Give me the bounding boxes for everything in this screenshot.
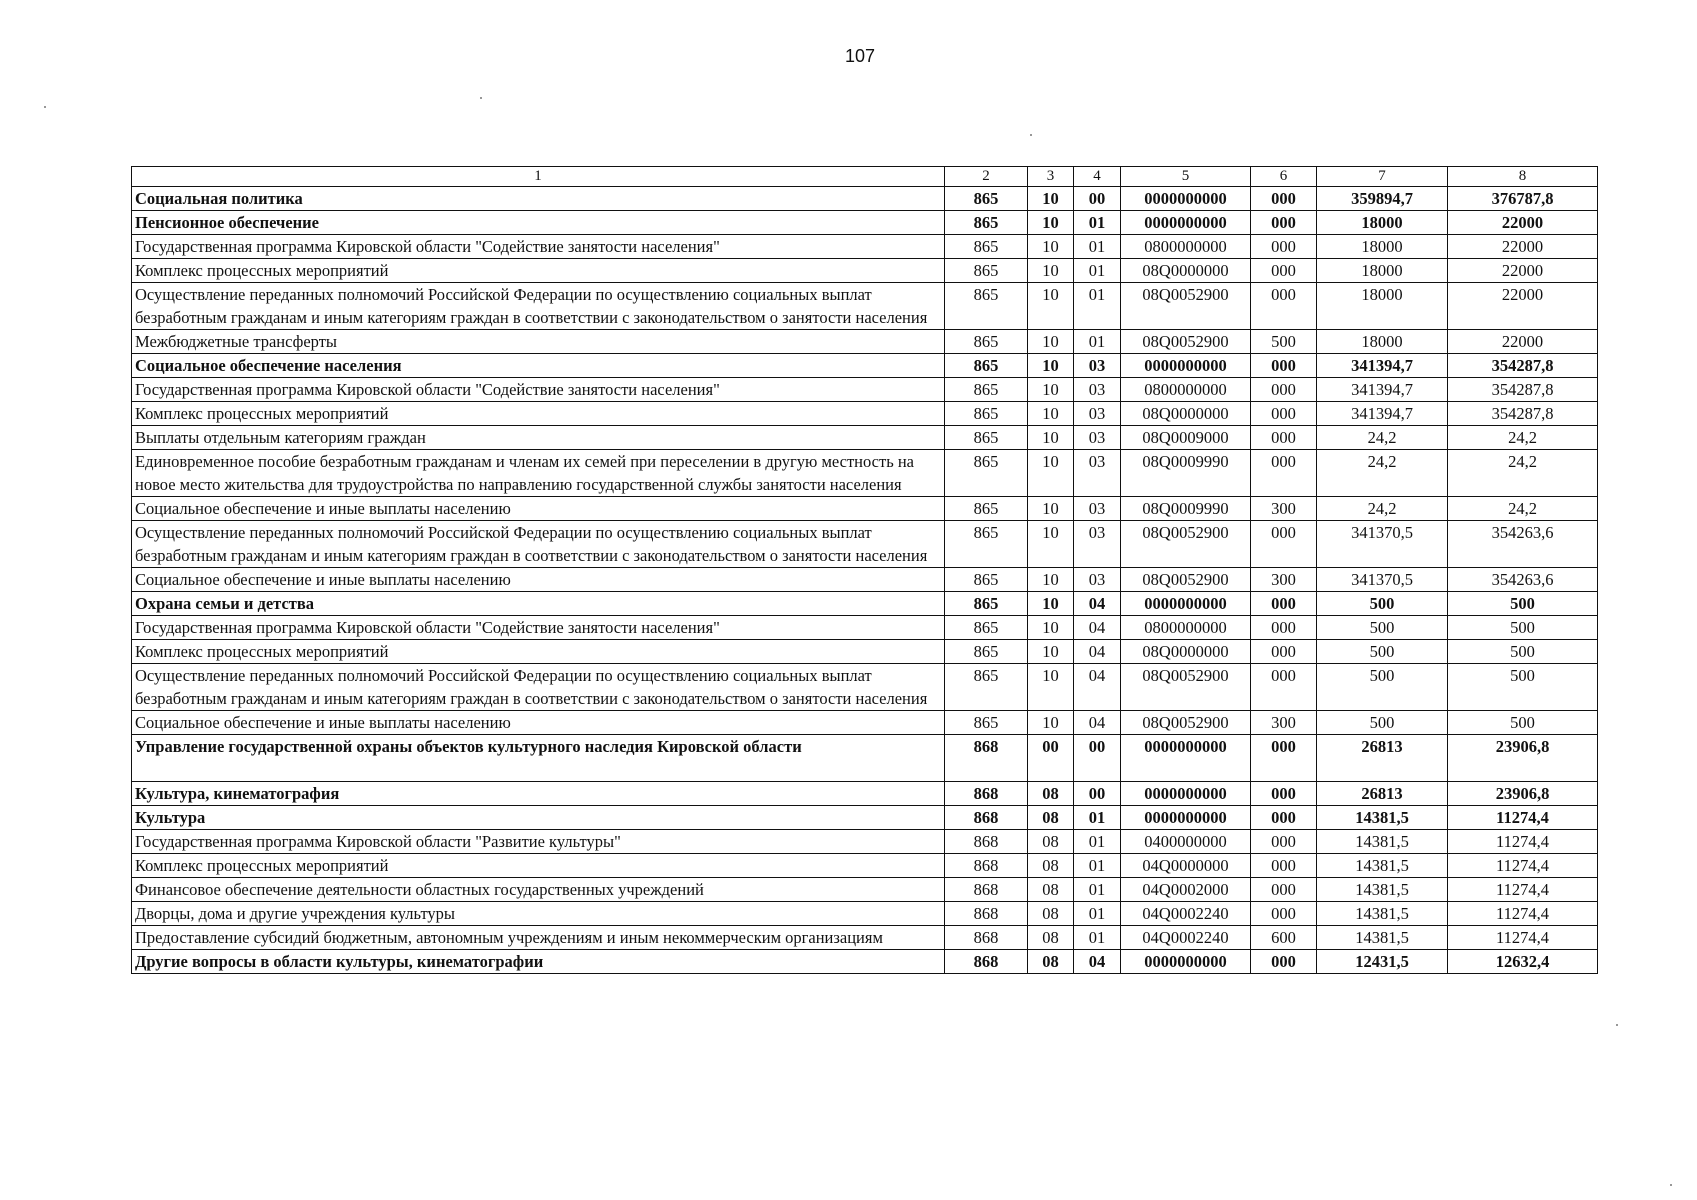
row-name-cell: Межбюджетные трансферты <box>132 330 945 354</box>
section-cell: 10 <box>1028 711 1074 735</box>
amount-year1-cell: 26813 <box>1317 735 1448 782</box>
amount-year2-cell: 11274,4 <box>1448 878 1598 902</box>
amount-year2-cell: 11274,4 <box>1448 902 1598 926</box>
amount-year1-cell: 500 <box>1317 592 1448 616</box>
subsection-cell: 01 <box>1074 854 1121 878</box>
column-header: 1 <box>132 167 945 187</box>
amount-year1-cell: 341394,7 <box>1317 402 1448 426</box>
code-cell: 868 <box>945 926 1028 950</box>
expense-type-cell: 000 <box>1251 640 1317 664</box>
table-row <box>132 283 1598 330</box>
code-cell: 865 <box>945 330 1028 354</box>
code-cell: 865 <box>945 259 1028 283</box>
code-cell: 865 <box>945 426 1028 450</box>
section-cell: 10 <box>1028 640 1074 664</box>
subsection-cell: 03 <box>1074 521 1121 568</box>
amount-year1-cell: 18000 <box>1317 259 1448 283</box>
table-row <box>132 926 1598 950</box>
amount-year2-cell: 376787,8 <box>1448 187 1598 211</box>
amount-year2-cell: 22000 <box>1448 211 1598 235</box>
subsection-cell: 03 <box>1074 378 1121 402</box>
subsection-cell: 00 <box>1074 187 1121 211</box>
page-number: 107 <box>844 46 876 66</box>
amount-year1-cell: 500 <box>1317 640 1448 664</box>
row-name-cell: Государственная программа Кировской области "Содействие занятости населения" <box>132 235 945 259</box>
target-code-cell: 08Q0052900 <box>1121 568 1251 592</box>
table-row <box>132 497 1598 521</box>
column-header: 4 <box>1074 167 1121 187</box>
expense-type-cell: 300 <box>1251 568 1317 592</box>
subsection-cell: 03 <box>1074 354 1121 378</box>
row-name-cell: Комплекс процессных мероприятий <box>132 259 945 283</box>
amount-year2-cell: 22000 <box>1448 259 1598 283</box>
target-code-cell: 08Q0052900 <box>1121 330 1251 354</box>
amount-year2-cell: 354287,8 <box>1448 402 1598 426</box>
amount-year1-cell: 18000 <box>1317 211 1448 235</box>
section-cell: 10 <box>1028 426 1074 450</box>
amount-year1-cell: 26813 <box>1317 782 1448 806</box>
row-name-cell: Комплекс процессных мероприятий <box>132 402 945 426</box>
table-row <box>132 235 1598 259</box>
subsection-cell: 03 <box>1074 402 1121 426</box>
row-name-cell: Комплекс процессных мероприятий <box>132 854 945 878</box>
target-code-cell: 0000000000 <box>1121 187 1251 211</box>
row-name-cell: Культура <box>132 806 945 830</box>
subsection-cell: 01 <box>1074 330 1121 354</box>
target-code-cell: 08Q0009990 <box>1121 450 1251 497</box>
amount-year1-cell: 18000 <box>1317 330 1448 354</box>
amount-year2-cell: 24,2 <box>1448 450 1598 497</box>
section-cell: 10 <box>1028 568 1074 592</box>
amount-year2-cell: 354263,6 <box>1448 568 1598 592</box>
subsection-cell: 01 <box>1074 926 1121 950</box>
expense-type-cell: 000 <box>1251 211 1317 235</box>
table-row <box>132 402 1598 426</box>
subsection-cell: 01 <box>1074 283 1121 330</box>
target-code-cell: 08Q0009990 <box>1121 497 1251 521</box>
row-name-cell: Социальное обеспечение и иные выплаты населению <box>132 497 945 521</box>
table-row <box>132 640 1598 664</box>
row-name-cell: Государственная программа Кировской области "Развитие культуры" <box>132 830 945 854</box>
column-header: 8 <box>1448 167 1598 187</box>
amount-year2-cell: 11274,4 <box>1448 806 1598 830</box>
table-row <box>132 854 1598 878</box>
expense-type-cell: 000 <box>1251 782 1317 806</box>
amount-year2-cell: 22000 <box>1448 283 1598 330</box>
amount-year1-cell: 14381,5 <box>1317 830 1448 854</box>
table-row <box>132 830 1598 854</box>
code-cell: 865 <box>945 521 1028 568</box>
amount-year1-cell: 14381,5 <box>1317 926 1448 950</box>
section-cell: 10 <box>1028 450 1074 497</box>
target-code-cell: 0800000000 <box>1121 378 1251 402</box>
amount-year1-cell: 500 <box>1317 664 1448 711</box>
table-row <box>132 735 1598 782</box>
row-name-cell: Государственная программа Кировской области "Содействие занятости населения" <box>132 378 945 402</box>
code-cell: 865 <box>945 711 1028 735</box>
subsection-cell: 03 <box>1074 568 1121 592</box>
section-cell: 08 <box>1028 950 1074 974</box>
amount-year1-cell: 24,2 <box>1317 450 1448 497</box>
amount-year1-cell: 500 <box>1317 616 1448 640</box>
code-cell: 865 <box>945 235 1028 259</box>
expense-type-cell: 000 <box>1251 354 1317 378</box>
amount-year2-cell: 11274,4 <box>1448 926 1598 950</box>
amount-year2-cell: 354263,6 <box>1448 521 1598 568</box>
column-header: 6 <box>1251 167 1317 187</box>
column-header: 5 <box>1121 167 1251 187</box>
row-name-cell: Культура, кинематография <box>132 782 945 806</box>
amount-year2-cell: 500 <box>1448 664 1598 711</box>
amount-year2-cell: 24,2 <box>1448 426 1598 450</box>
target-code-cell: 0000000000 <box>1121 782 1251 806</box>
code-cell: 865 <box>945 354 1028 378</box>
section-cell: 10 <box>1028 259 1074 283</box>
code-cell: 868 <box>945 782 1028 806</box>
section-cell: 10 <box>1028 378 1074 402</box>
amount-year1-cell: 14381,5 <box>1317 902 1448 926</box>
expense-type-cell: 000 <box>1251 830 1317 854</box>
code-cell: 865 <box>945 402 1028 426</box>
amount-year1-cell: 341370,5 <box>1317 521 1448 568</box>
expense-type-cell: 000 <box>1251 235 1317 259</box>
row-name-cell: Осуществление переданных полномочий Российской Федерации по осуществлению социальных выплат безработным гражданам и иным категориям граждан в соответствии с законодательством о занятости населения <box>132 283 945 330</box>
table-row <box>132 521 1598 568</box>
subsection-cell: 00 <box>1074 782 1121 806</box>
amount-year2-cell: 11274,4 <box>1448 830 1598 854</box>
subsection-cell: 01 <box>1074 806 1121 830</box>
expense-type-cell: 000 <box>1251 187 1317 211</box>
code-cell: 865 <box>945 568 1028 592</box>
row-name-cell: Выплаты отдельным категориям граждан <box>132 426 945 450</box>
target-code-cell: 0000000000 <box>1121 950 1251 974</box>
expense-type-cell: 000 <box>1251 402 1317 426</box>
expense-type-cell: 000 <box>1251 592 1317 616</box>
section-cell: 10 <box>1028 211 1074 235</box>
code-cell: 868 <box>945 735 1028 782</box>
section-cell: 10 <box>1028 592 1074 616</box>
amount-year2-cell: 354287,8 <box>1448 378 1598 402</box>
section-cell: 08 <box>1028 806 1074 830</box>
subsection-cell: 01 <box>1074 211 1121 235</box>
section-cell: 10 <box>1028 235 1074 259</box>
amount-year2-cell: 23906,8 <box>1448 735 1598 782</box>
table-row <box>132 187 1598 211</box>
amount-year2-cell: 12632,4 <box>1448 950 1598 974</box>
target-code-cell: 0800000000 <box>1121 235 1251 259</box>
code-cell: 868 <box>945 806 1028 830</box>
table-row <box>132 378 1598 402</box>
column-header: 7 <box>1317 167 1448 187</box>
row-name-cell: Пенсионное обеспечение <box>132 211 945 235</box>
section-cell: 08 <box>1028 902 1074 926</box>
expense-type-cell: 000 <box>1251 616 1317 640</box>
code-cell: 865 <box>945 664 1028 711</box>
expense-type-cell: 300 <box>1251 497 1317 521</box>
table-header-row <box>132 167 1598 187</box>
expense-type-cell: 000 <box>1251 735 1317 782</box>
amount-year2-cell: 354287,8 <box>1448 354 1598 378</box>
table-row <box>132 878 1598 902</box>
table-row <box>132 664 1598 711</box>
amount-year1-cell: 18000 <box>1317 235 1448 259</box>
code-cell: 865 <box>945 187 1028 211</box>
row-name-cell: Управление государственной охраны объектов культурного наследия Кировской области <box>132 735 945 782</box>
amount-year1-cell: 14381,5 <box>1317 806 1448 830</box>
section-cell: 08 <box>1028 854 1074 878</box>
target-code-cell: 0000000000 <box>1121 735 1251 782</box>
column-header: 3 <box>1028 167 1074 187</box>
row-name-cell: Осуществление переданных полномочий Российской Федерации по осуществлению социальных выплат безработным гражданам и иным категориям граждан в соответствии с законодательством о занятости населения <box>132 521 945 568</box>
target-code-cell: 0000000000 <box>1121 211 1251 235</box>
row-name-cell: Государственная программа Кировской области "Содействие занятости населения" <box>132 616 945 640</box>
table-row <box>132 592 1598 616</box>
subsection-cell: 04 <box>1074 950 1121 974</box>
row-name-cell: Осуществление переданных полномочий Российской Федерации по осуществлению социальных выплат безработным гражданам и иным категориям граждан в соответствии с законодательством о занятости населения <box>132 664 945 711</box>
code-cell: 868 <box>945 854 1028 878</box>
row-name-cell: Дворцы, дома и другие учреждения культуры <box>132 902 945 926</box>
table-row <box>132 354 1598 378</box>
row-name-cell: Охрана семьи и детства <box>132 592 945 616</box>
target-code-cell: 08Q0052900 <box>1121 521 1251 568</box>
target-code-cell: 0000000000 <box>1121 354 1251 378</box>
table-row <box>132 616 1598 640</box>
target-code-cell: 08Q0052900 <box>1121 283 1251 330</box>
row-name-cell: Другие вопросы в области культуры, кинематографии <box>132 950 945 974</box>
subsection-cell: 01 <box>1074 259 1121 283</box>
expense-type-cell: 000 <box>1251 283 1317 330</box>
row-name-cell: Социальное обеспечение и иные выплаты населению <box>132 711 945 735</box>
amount-year1-cell: 341370,5 <box>1317 568 1448 592</box>
target-code-cell: 08Q0000000 <box>1121 259 1251 283</box>
table-row <box>132 782 1598 806</box>
expense-type-cell: 000 <box>1251 521 1317 568</box>
subsection-cell: 03 <box>1074 426 1121 450</box>
row-name-cell: Социальная политика <box>132 187 945 211</box>
amount-year1-cell: 14381,5 <box>1317 878 1448 902</box>
target-code-cell: 0800000000 <box>1121 616 1251 640</box>
section-cell: 10 <box>1028 521 1074 568</box>
code-cell: 865 <box>945 211 1028 235</box>
row-name-cell: Финансовое обеспечение деятельности областных государственных учреждений <box>132 878 945 902</box>
section-cell: 08 <box>1028 830 1074 854</box>
table-row <box>132 259 1598 283</box>
subsection-cell: 04 <box>1074 616 1121 640</box>
target-code-cell: 08Q0000000 <box>1121 402 1251 426</box>
section-cell: 10 <box>1028 187 1074 211</box>
code-cell: 865 <box>945 378 1028 402</box>
amount-year1-cell: 341394,7 <box>1317 378 1448 402</box>
table-row <box>132 806 1598 830</box>
amount-year1-cell: 14381,5 <box>1317 854 1448 878</box>
section-cell: 10 <box>1028 497 1074 521</box>
amount-year1-cell: 18000 <box>1317 283 1448 330</box>
target-code-cell: 04Q0002240 <box>1121 902 1251 926</box>
subsection-cell: 03 <box>1074 497 1121 521</box>
row-name-cell: Предоставление субсидий бюджетным, автономным учреждениям и иным некоммерческим организациям <box>132 926 945 950</box>
section-cell: 10 <box>1028 330 1074 354</box>
subsection-cell: 04 <box>1074 664 1121 711</box>
table-row <box>132 568 1598 592</box>
section-cell: 00 <box>1028 735 1074 782</box>
code-cell: 868 <box>945 878 1028 902</box>
table-row <box>132 330 1598 354</box>
table-row <box>132 950 1598 974</box>
code-cell: 865 <box>945 450 1028 497</box>
amount-year1-cell: 24,2 <box>1317 426 1448 450</box>
code-cell: 868 <box>945 902 1028 926</box>
amount-year1-cell: 12431,5 <box>1317 950 1448 974</box>
amount-year2-cell: 500 <box>1448 592 1598 616</box>
row-name-cell: Комплекс процессных мероприятий <box>132 640 945 664</box>
target-code-cell: 08Q0052900 <box>1121 711 1251 735</box>
budget-table <box>131 166 1598 974</box>
amount-year1-cell: 341394,7 <box>1317 354 1448 378</box>
expense-type-cell: 000 <box>1251 806 1317 830</box>
code-cell: 868 <box>945 830 1028 854</box>
section-cell: 10 <box>1028 616 1074 640</box>
expense-type-cell: 000 <box>1251 854 1317 878</box>
target-code-cell: 04Q0002000 <box>1121 878 1251 902</box>
table-body <box>132 167 1598 974</box>
amount-year2-cell: 500 <box>1448 640 1598 664</box>
amount-year1-cell: 359894,7 <box>1317 187 1448 211</box>
target-code-cell: 08Q0052900 <box>1121 664 1251 711</box>
subsection-cell: 00 <box>1074 735 1121 782</box>
subsection-cell: 04 <box>1074 711 1121 735</box>
table-row <box>132 426 1598 450</box>
target-code-cell: 0000000000 <box>1121 592 1251 616</box>
amount-year2-cell: 22000 <box>1448 330 1598 354</box>
row-name-cell: Единовременное пособие безработным гражданам и членам их семей при переселении в другую местность на новое место жительства для трудоустройства по направлению государственной службы занятости населения <box>132 450 945 497</box>
table-row <box>132 902 1598 926</box>
expense-type-cell: 000 <box>1251 426 1317 450</box>
subsection-cell: 03 <box>1074 450 1121 497</box>
code-cell: 865 <box>945 497 1028 521</box>
subsection-cell: 01 <box>1074 235 1121 259</box>
expense-type-cell: 000 <box>1251 450 1317 497</box>
subsection-cell: 01 <box>1074 878 1121 902</box>
section-cell: 10 <box>1028 283 1074 330</box>
target-code-cell: 04Q0002240 <box>1121 926 1251 950</box>
table-row <box>132 211 1598 235</box>
section-cell: 08 <box>1028 878 1074 902</box>
section-cell: 10 <box>1028 664 1074 711</box>
subsection-cell: 01 <box>1074 830 1121 854</box>
section-cell: 10 <box>1028 354 1074 378</box>
target-code-cell: 08Q0009000 <box>1121 426 1251 450</box>
subsection-cell: 04 <box>1074 640 1121 664</box>
subsection-cell: 01 <box>1074 902 1121 926</box>
expense-type-cell: 300 <box>1251 711 1317 735</box>
code-cell: 865 <box>945 283 1028 330</box>
expense-type-cell: 000 <box>1251 950 1317 974</box>
expense-type-cell: 000 <box>1251 902 1317 926</box>
row-name-cell: Социальное обеспечение населения <box>132 354 945 378</box>
code-cell: 865 <box>945 616 1028 640</box>
section-cell: 10 <box>1028 402 1074 426</box>
code-cell: 868 <box>945 950 1028 974</box>
target-code-cell: 04Q0000000 <box>1121 854 1251 878</box>
code-cell: 865 <box>945 592 1028 616</box>
amount-year2-cell: 22000 <box>1448 235 1598 259</box>
table-row <box>132 450 1598 497</box>
section-cell: 08 <box>1028 926 1074 950</box>
amount-year1-cell: 500 <box>1317 711 1448 735</box>
table-row <box>132 711 1598 735</box>
amount-year2-cell: 11274,4 <box>1448 854 1598 878</box>
target-code-cell: 0000000000 <box>1121 806 1251 830</box>
expense-type-cell: 000 <box>1251 664 1317 711</box>
column-header: 2 <box>945 167 1028 187</box>
amount-year1-cell: 24,2 <box>1317 497 1448 521</box>
amount-year2-cell: 500 <box>1448 711 1598 735</box>
row-name-cell: Социальное обеспечение и иные выплаты населению <box>132 568 945 592</box>
amount-year2-cell: 500 <box>1448 616 1598 640</box>
target-code-cell: 08Q0000000 <box>1121 640 1251 664</box>
code-cell: 865 <box>945 640 1028 664</box>
expense-type-cell: 600 <box>1251 926 1317 950</box>
expense-type-cell: 000 <box>1251 878 1317 902</box>
subsection-cell: 04 <box>1074 592 1121 616</box>
amount-year2-cell: 24,2 <box>1448 497 1598 521</box>
section-cell: 08 <box>1028 782 1074 806</box>
target-code-cell: 0400000000 <box>1121 830 1251 854</box>
expense-type-cell: 500 <box>1251 330 1317 354</box>
amount-year2-cell: 23906,8 <box>1448 782 1598 806</box>
expense-type-cell: 000 <box>1251 378 1317 402</box>
expense-type-cell: 000 <box>1251 259 1317 283</box>
